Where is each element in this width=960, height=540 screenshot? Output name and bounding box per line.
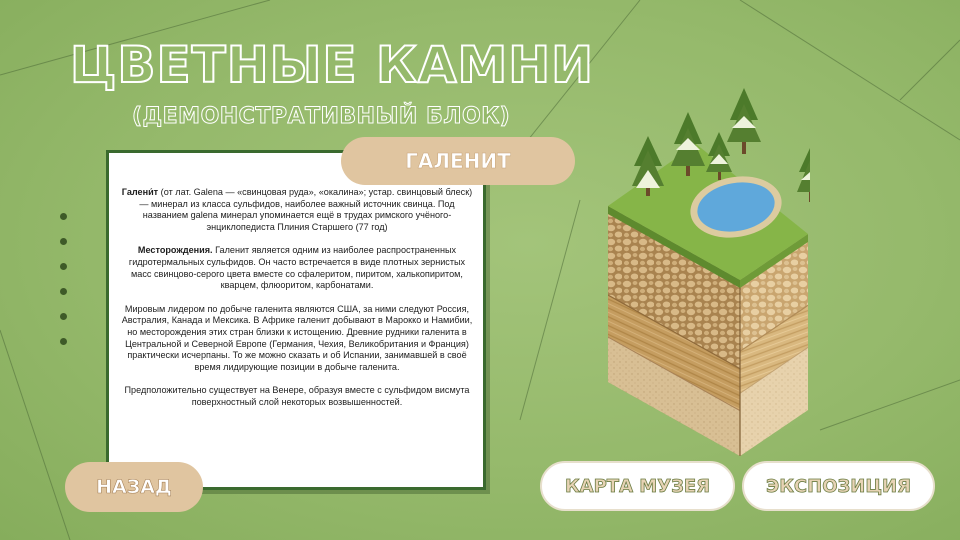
tree [727,88,761,154]
dot [60,263,67,270]
info-paragraph-deposits [119,245,475,291]
back-button[interactable]: НАЗАД [65,462,203,512]
deposits-text: Галенит является одним из наиболее распространенных гидротермальных сульфидов. Он часто встречается в виде плотных зернистых масс свинцово-серого цвета вместе со сфалеритом, пиритом, халькопиритом, кварцем, флюоритом, карбонатами. [128,245,466,291]
dot [60,313,67,320]
exposition-button[interactable]: ЭКСПОЗИЦИЯ [742,461,935,511]
museum-map-button[interactable]: КАРТА МУЗЕЯ [540,461,735,511]
info-text [119,187,475,421]
mineral-name-tab: ГАЛЕНИТ [341,137,575,185]
info-paragraph-definition [119,187,475,233]
tree [632,136,664,196]
dot [60,288,67,295]
info-paragraph-mining: Мировым лидером по добыче галенита являются США, за ними следуют Россия, Австралия, Канада и Мексика. В Африке галенит добывают в Марокко и Намибии, но месторождения этих стран близки к истощению. Древние рудники галенита в Центральной и Северной Европе (Германия, Чехия, Великобритания и Франция) практически исчерпаны. То же можно сказать и об Испании, занимавшей в своё время лидирующие позиции в добыче галенита. [121,303,473,372]
info-card [106,150,486,490]
geology-block-illustration [606,84,810,460]
tree [797,148,810,202]
term-galenit: Галени́т [121,187,159,197]
page-title: ЦВЕТНЫЕ КАМНИ [70,36,594,94]
page-subtitle: (ДЕМОНСТРАТИВНЫЙ БЛОК) [132,104,511,129]
dot-indicator [60,213,67,363]
dot [60,238,67,245]
term-deposits: Месторождения. [137,245,213,256]
definition-text: (от лат. Galena — «свинцовая руда», «окалина»; устар. свинцовый блеск) — минерал из класса сульфидов, наиболее важный источник свинца. Под названием galena минерал упоминается ещё в трудах римского учёного-энциклопедиста Плиния Старшего (77 год) [139,187,473,232]
dot [60,338,67,345]
info-paragraph-venus: Предположительно существует на Венере, образуя вместе с сульфидом висмута поверхностный слой некоторых возвышенностей. [124,385,470,407]
dot [60,213,67,220]
